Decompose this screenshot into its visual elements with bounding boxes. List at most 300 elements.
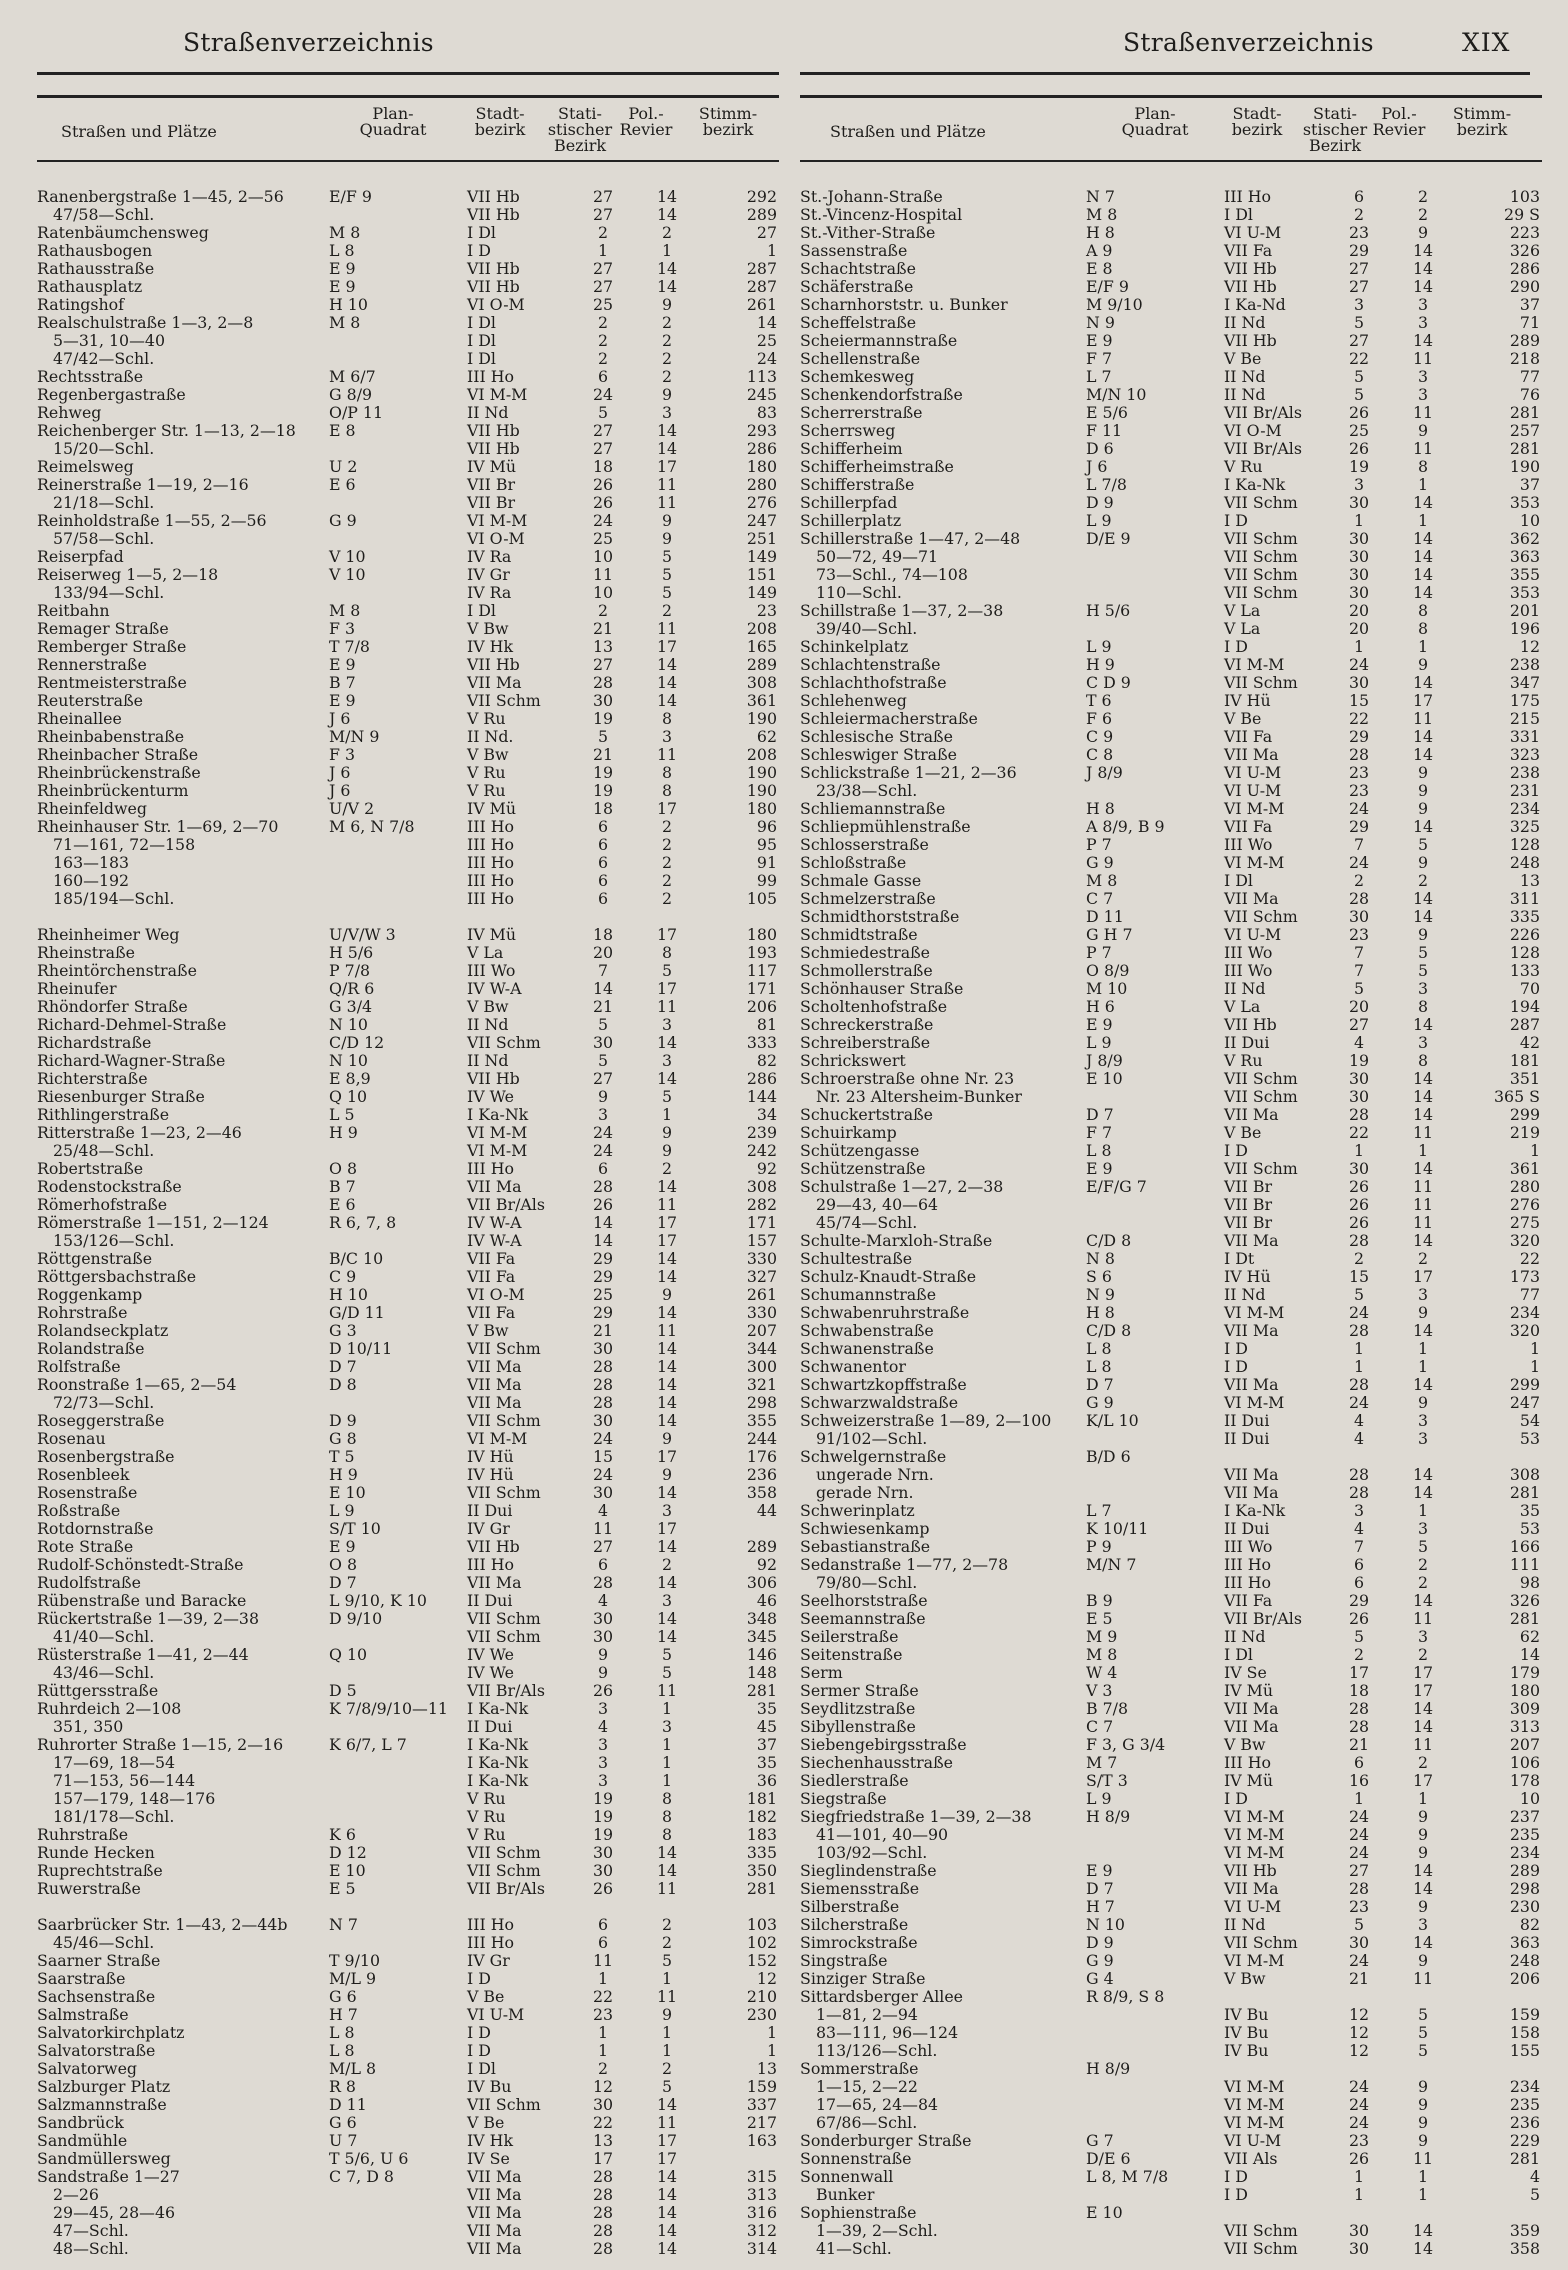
plan-square: N 8 <box>1086 1250 1115 1268</box>
stat-district: 18 <box>592 458 614 476</box>
table-row <box>800 530 1542 548</box>
plan-square <box>1082 1844 1212 1862</box>
table-row <box>37 1880 779 1898</box>
street-name: Rennerstraße <box>37 656 147 674</box>
plan-square: K 10/11 <box>1086 1520 1149 1538</box>
police-precinct: 9 <box>1417 1304 1429 1322</box>
police-precinct: 2 <box>661 854 673 872</box>
city-district <box>1212 2060 1330 2078</box>
city-district: VII Ma <box>1224 746 1279 764</box>
stat-district: 26 <box>1348 1178 1370 1196</box>
street-name: Sermer Straße <box>800 1682 919 1700</box>
city-district: VII Ma <box>1224 1718 1279 1736</box>
table-row <box>37 206 779 224</box>
stat-district: 24 <box>1348 2114 1370 2132</box>
table-row <box>37 1952 779 1970</box>
police-precinct: 5 <box>1417 962 1429 980</box>
police-precinct: 9 <box>1417 764 1429 782</box>
street-name: 163—183 <box>53 854 130 872</box>
police-precinct: 9 <box>1417 1394 1429 1412</box>
stat-district: 10 <box>592 548 614 566</box>
plan-square: C 7, D 8 <box>329 2168 394 2186</box>
plan-square <box>1082 782 1212 800</box>
plan-square: T 5 <box>329 1448 355 1466</box>
plan-square: M/N 9 <box>329 728 380 746</box>
plan-square: M/L 9 <box>329 1970 377 1988</box>
plan-square <box>325 440 455 458</box>
street-name: Siechenhausstraße <box>800 1754 953 1772</box>
police-precinct: 11 <box>1412 1214 1434 1232</box>
police-precinct: 11 <box>1412 710 1434 728</box>
city-district: II Nd <box>1224 980 1266 998</box>
table-row <box>37 1610 779 1628</box>
police-precinct: 3 <box>1417 1430 1429 1448</box>
plan-square: A 9 <box>1086 242 1113 260</box>
stat-district: 5 <box>1353 980 1365 998</box>
police-precinct: 11 <box>1412 440 1434 458</box>
plan-square: B 7/8 <box>1086 1700 1129 1718</box>
table-row <box>800 1448 1542 1466</box>
stat-district: 1 <box>1353 2186 1365 2204</box>
plan-square <box>1082 1574 1212 1592</box>
city-district: VII Schm <box>467 1034 541 1052</box>
police-precinct: 14 <box>656 440 678 458</box>
city-district: IV W-A <box>467 980 522 998</box>
col-name: Straßen und Plätze <box>61 122 217 141</box>
police-precinct: 9 <box>1417 854 1429 872</box>
table-row <box>800 1988 1542 2006</box>
voting-district: 362 <box>1509 530 1540 548</box>
stat-district: 4 <box>597 1718 609 1736</box>
city-district: VI U-M <box>1224 782 1282 800</box>
city-district: III Wo <box>467 962 516 980</box>
police-precinct: 17 <box>656 2132 678 2150</box>
table-row <box>800 872 1542 890</box>
plan-square: O/P 11 <box>329 404 384 422</box>
stat-district: 21 <box>592 746 614 764</box>
plan-square: J 6 <box>329 764 351 782</box>
stat-district: 4 <box>597 1502 609 1520</box>
plan-square <box>325 206 455 224</box>
police-precinct: 8 <box>661 1790 673 1808</box>
stat-district: 15 <box>1348 692 1370 710</box>
street-name: gerade Nrn. <box>816 1484 914 1502</box>
police-precinct: 1 <box>1417 2186 1429 2204</box>
city-district: III Ho <box>467 872 515 890</box>
police-precinct <box>631 1898 703 1916</box>
plan-square <box>325 2240 455 2258</box>
plan-square: F 7 <box>1086 1124 1113 1142</box>
table-row <box>37 926 779 944</box>
voting-district: 215 <box>1509 710 1540 728</box>
plan-square: E 10 <box>1086 2204 1123 2222</box>
voting-district: 149 <box>746 584 777 602</box>
police-precinct: 1 <box>1417 476 1429 494</box>
voting-district: 151 <box>746 566 777 584</box>
street-name: Richard-Dehmel-Straße <box>37 1016 227 1034</box>
plan-square: U/V 2 <box>329 800 375 818</box>
city-district: VI M-M <box>1224 2078 1285 2096</box>
table-row <box>800 980 1542 998</box>
plan-square: G 8 <box>329 1430 357 1448</box>
city-district: VII Br <box>1224 1178 1273 1196</box>
voting-district: 95 <box>756 836 777 854</box>
city-district: II Nd <box>1224 1916 1266 1934</box>
police-precinct: 3 <box>661 1592 673 1610</box>
police-precinct: 1 <box>661 242 673 260</box>
city-district: VI M-M <box>1224 854 1285 872</box>
police-precinct: 14 <box>656 2240 678 2258</box>
table-row <box>800 710 1542 728</box>
city-district: VII Hb <box>1224 1862 1277 1880</box>
police-precinct: 1 <box>661 1970 673 1988</box>
plan-square: C/D 12 <box>329 1034 385 1052</box>
table-row <box>37 1250 779 1268</box>
city-district: I Dl <box>467 350 496 368</box>
city-district: VII Schm <box>1224 1070 1298 1088</box>
voting-district: 261 <box>746 1286 777 1304</box>
street-name: Rolfstraße <box>37 1358 121 1376</box>
street-name: Schwanentor <box>800 1358 906 1376</box>
police-precinct: 2 <box>661 890 673 908</box>
stat-district: 3 <box>597 1700 609 1718</box>
voting-district: 207 <box>1509 1736 1540 1754</box>
plan-square: N 7 <box>329 1916 358 1934</box>
street-name: 71—161, 72—158 <box>53 836 196 854</box>
city-district: V Ru <box>467 1790 506 1808</box>
police-precinct: 11 <box>656 2114 678 2132</box>
street-name: 79/80—Schl. <box>816 1574 918 1592</box>
stat-district: 3 <box>597 1736 609 1754</box>
street-name: Rathausstraße <box>37 260 155 278</box>
city-district: II Nd. <box>467 728 514 746</box>
stat-district: 3 <box>597 1106 609 1124</box>
voting-district: 103 <box>746 1916 777 1934</box>
voting-district: 276 <box>1509 1196 1540 1214</box>
police-precinct: 5 <box>661 962 673 980</box>
plan-square: G 9 <box>1086 1394 1114 1412</box>
street-name: Schlickstraße 1—21, 2—36 <box>800 764 1017 782</box>
street-name: Rechtsstraße <box>37 368 144 386</box>
voting-district: 247 <box>1509 1394 1540 1412</box>
plan-square: D 9/10 <box>329 1610 383 1628</box>
street-name: Schloßstraße <box>800 854 907 872</box>
city-district: V La <box>1224 602 1261 620</box>
city-district: VII Ma <box>467 1178 522 1196</box>
police-precinct: 14 <box>1412 1160 1434 1178</box>
table-row <box>800 1952 1542 1970</box>
voting-district: 14 <box>756 314 777 332</box>
voting-district: 326 <box>1509 242 1540 260</box>
voting-district: 363 <box>1509 1934 1540 1952</box>
city-district: VII Ma <box>467 2240 522 2258</box>
stat-district: 11 <box>592 1952 614 1970</box>
header-right-title: Straßenverzeichnis <box>1123 28 1374 57</box>
street-name: Nr. 23 Altersheim-Bunker <box>816 1088 1022 1106</box>
voting-district: 42 <box>1519 1034 1540 1052</box>
police-precinct: 9 <box>1417 1808 1429 1826</box>
table-row <box>800 1034 1542 1052</box>
street-name: Rübenstraße und Baracke <box>37 1592 247 1610</box>
col-pol: Pol.- Revier <box>1372 104 1426 139</box>
plan-square: E 5 <box>329 1880 356 1898</box>
table-row <box>800 1358 1542 1376</box>
table-row <box>37 980 779 998</box>
street-name: 45/74—Schl. <box>816 1214 918 1232</box>
voting-district: 46 <box>756 1592 777 1610</box>
stat-district: 12 <box>1348 2024 1370 2042</box>
voting-district: 157 <box>746 1232 777 1250</box>
police-precinct: 5 <box>1417 2042 1429 2060</box>
street-name: Schliemannstraße <box>800 800 946 818</box>
table-row <box>800 1556 1542 1574</box>
street-name: Richterstraße <box>37 1070 148 1088</box>
table-row <box>800 2024 1542 2042</box>
city-district: VII Br/Als <box>467 1880 545 1898</box>
city-district: VII Schm <box>467 1340 541 1358</box>
table-row <box>800 1178 1542 1196</box>
city-district: IV Mü <box>467 458 517 476</box>
table-row <box>37 1484 779 1502</box>
police-precinct: 14 <box>656 1484 678 1502</box>
plan-square: H 8/9 <box>1086 1808 1131 1826</box>
stat-district: 28 <box>592 674 614 692</box>
stat-district: 2 <box>597 602 609 620</box>
stat-district: 30 <box>1348 2222 1370 2240</box>
plan-square: B 7 <box>329 674 356 692</box>
plan-square: V 10 <box>329 566 366 584</box>
police-precinct: 5 <box>1417 2006 1429 2024</box>
voting-district: 281 <box>1509 404 1540 422</box>
plan-square: G 3 <box>329 1322 357 1340</box>
table-row <box>800 1754 1542 1772</box>
city-district: IV Hü <box>1224 1268 1271 1286</box>
city-district: VI U-M <box>1224 2132 1282 2150</box>
street-name: 185/194—Schl. <box>53 890 175 908</box>
plan-square: W 4 <box>1086 1664 1118 1682</box>
police-precinct: 14 <box>656 1574 678 1592</box>
voting-district: 348 <box>746 1610 777 1628</box>
street-name: Rithlingerstraße <box>37 1106 170 1124</box>
stat-district: 20 <box>592 944 614 962</box>
city-district: VI M-M <box>467 1430 528 1448</box>
street-name: Reichenberger Str. 1—13, 2—18 <box>37 422 296 440</box>
city-district: VII Br <box>1224 1214 1273 1232</box>
city-district: VII Schm <box>1224 2222 1298 2240</box>
city-district: II Dui <box>1224 1520 1270 1538</box>
street-name: Rathausbogen <box>37 242 153 260</box>
voting-district: 128 <box>1509 944 1540 962</box>
table-row <box>37 512 779 530</box>
stat-district: 14 <box>592 1232 614 1250</box>
table-row <box>800 1142 1542 1160</box>
stat-district: 19 <box>592 710 614 728</box>
street-name: Riesenburger Straße <box>37 1088 205 1106</box>
plan-square: G/D 11 <box>329 1304 385 1322</box>
voting-district: 281 <box>1509 2150 1540 2168</box>
stat-district: 28 <box>592 1376 614 1394</box>
plan-square: S 6 <box>1086 1268 1112 1286</box>
police-precinct: 3 <box>661 1502 673 1520</box>
table-row <box>37 458 779 476</box>
stat-district: 29 <box>1348 1592 1370 1610</box>
city-district: VI O-M <box>467 530 525 548</box>
street-name: 72/73—Schl. <box>53 1394 155 1412</box>
voting-district: 344 <box>746 1340 777 1358</box>
street-name: 57/58—Schl. <box>53 530 155 548</box>
plan-square <box>325 1772 455 1790</box>
street-name: Schifferheimstraße <box>800 458 954 476</box>
city-district: VII Als <box>1224 2150 1278 2168</box>
police-precinct: 3 <box>1417 386 1429 404</box>
stat-district: 30 <box>592 1610 614 1628</box>
stat-district: 2 <box>1353 206 1365 224</box>
stat-district: 20 <box>1348 998 1370 1016</box>
plan-square: S/T 10 <box>329 1520 381 1538</box>
stat-district: 2 <box>597 332 609 350</box>
stat-district: 29 <box>1348 728 1370 746</box>
plan-square <box>1082 2222 1212 2240</box>
stat-district: 24 <box>1348 2096 1370 2114</box>
col-stimm: Stimm- bezirk <box>1452 104 1512 139</box>
police-precinct: 14 <box>656 692 678 710</box>
stat-district: 30 <box>592 1034 614 1052</box>
table-row <box>37 2042 779 2060</box>
stat-district: 4 <box>1353 1430 1365 1448</box>
stat-district: 15 <box>592 1448 614 1466</box>
table-row <box>37 548 779 566</box>
col-name: Straßen und Plätze <box>830 122 986 141</box>
table-row <box>37 476 779 494</box>
plan-square: M/N 7 <box>1086 1556 1137 1574</box>
table-row <box>800 2006 1542 2024</box>
table-row <box>37 1394 779 1412</box>
police-precinct: 3 <box>1417 296 1429 314</box>
table-row <box>800 1070 1542 1088</box>
plan-square: L 8 <box>329 2024 355 2042</box>
voting-district <box>1458 2060 1542 2078</box>
table-row <box>37 314 779 332</box>
plan-square <box>325 1142 455 1160</box>
stat-district: 6 <box>597 836 609 854</box>
city-district <box>1212 1988 1330 2006</box>
table-row <box>800 566 1542 584</box>
stat-district: 1 <box>1353 1340 1365 1358</box>
city-district: I Ka-Nk <box>467 1772 529 1790</box>
street-name: Reinerstraße 1—19, 2—16 <box>37 476 249 494</box>
table-row <box>800 1502 1542 1520</box>
plan-square: M 8 <box>329 602 361 620</box>
table-row <box>37 1016 779 1034</box>
police-precinct: 11 <box>656 1880 678 1898</box>
voting-district: 238 <box>1509 656 1540 674</box>
street-name: Sommerstraße <box>800 2060 919 2078</box>
stat-district: 22 <box>592 1988 614 2006</box>
voting-district: 152 <box>746 1952 777 1970</box>
voting-district: 37 <box>1519 296 1540 314</box>
table-row <box>37 188 779 206</box>
police-precinct: 3 <box>661 1052 673 1070</box>
street-name: Reiserpfad <box>37 548 124 566</box>
street-name: Schreckerstraße <box>800 1016 934 1034</box>
street-name: Ruhrdeich 2—108 <box>37 1700 182 1718</box>
plan-square: D 5 <box>329 1682 357 1700</box>
police-precinct: 14 <box>656 1250 678 1268</box>
street-name: Schwarzwaldstraße <box>800 1394 959 1412</box>
voting-district: 208 <box>746 620 777 638</box>
street-name: Schifferheim <box>800 440 903 458</box>
police-precinct: 8 <box>1417 998 1429 1016</box>
police-precinct: 9 <box>1417 1844 1429 1862</box>
table-row <box>37 1466 779 1484</box>
plan-square <box>1082 1430 1212 1448</box>
city-district: II Nd <box>1224 386 1266 404</box>
police-precinct: 2 <box>1417 1250 1429 1268</box>
stat-district: 30 <box>592 2096 614 2114</box>
city-district: II Dui <box>1224 1034 1270 1052</box>
voting-district: 12 <box>1519 638 1540 656</box>
street-name: Robertstraße <box>37 1160 144 1178</box>
plan-square: C 7 <box>1086 890 1114 908</box>
table-row <box>37 908 779 926</box>
table-row <box>37 764 779 782</box>
col-stimm: Stimm- bezirk <box>698 104 758 139</box>
stat-district: 20 <box>1348 602 1370 620</box>
table-row <box>37 1934 779 1952</box>
city-district: II Nd <box>1224 368 1266 386</box>
city-district: IV Bu <box>467 2078 512 2096</box>
city-district: IV Bu <box>1224 2006 1269 2024</box>
stat-district: 27 <box>1348 1016 1370 1034</box>
police-precinct: 9 <box>661 1124 673 1142</box>
street-name: 91/102—Schl. <box>816 1430 928 1448</box>
city-district: VII Ma <box>1224 1232 1279 1250</box>
voting-district: 171 <box>746 1214 777 1232</box>
voting-district: 35 <box>1519 1502 1540 1520</box>
street-name: 50—72, 49—71 <box>816 548 939 566</box>
stat-district: 28 <box>1348 1232 1370 1250</box>
street-name: Schlehenweg <box>800 692 907 710</box>
city-district: VII Ma <box>467 674 522 692</box>
police-precinct: 3 <box>1417 1286 1429 1304</box>
stat-district: 27 <box>1348 1862 1370 1880</box>
stat-district: 5 <box>597 404 609 422</box>
voting-district: 308 <box>746 674 777 692</box>
city-district: VII Hb <box>467 422 520 440</box>
street-name: Schwartzkopffstraße <box>800 1376 967 1394</box>
city-district: VII Fa <box>467 1250 516 1268</box>
voting-district: 12 <box>756 1970 777 1988</box>
plan-square: B/C 10 <box>329 1250 384 1268</box>
stat-district: 12 <box>592 2078 614 2096</box>
police-precinct: 9 <box>1417 2132 1429 2150</box>
stat-district <box>1330 2060 1388 2078</box>
plan-square: M 10 <box>1086 980 1128 998</box>
police-precinct: 14 <box>656 188 678 206</box>
voting-district: 238 <box>1509 764 1540 782</box>
plan-square: L 8 <box>329 242 355 260</box>
table-row <box>37 710 779 728</box>
city-district: III Ho <box>467 854 515 872</box>
street-name: Sandstraße 1—27 <box>37 2168 180 2186</box>
stat-district: 24 <box>592 386 614 404</box>
city-district <box>1212 2204 1330 2222</box>
voting-district: 159 <box>746 2078 777 2096</box>
plan-square: E 8 <box>329 422 356 440</box>
stat-district: 14 <box>592 1214 614 1232</box>
stat-district: 30 <box>1348 674 1370 692</box>
voting-district: 98 <box>1519 1574 1540 1592</box>
